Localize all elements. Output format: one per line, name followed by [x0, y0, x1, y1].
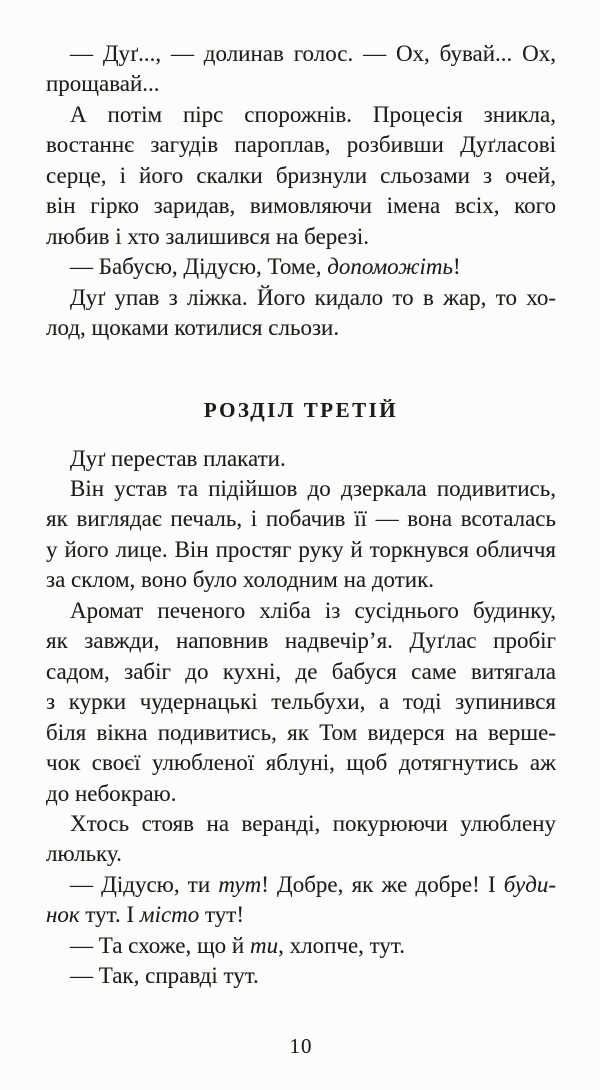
text-line — [46, 839, 556, 869]
paragraph — [46, 809, 556, 870]
text-line — [46, 191, 556, 221]
text-segment: любив і хто залишився на березі. — [46, 223, 369, 249]
text-line — [46, 961, 556, 991]
text-segment: у його лице. Він простяг руку й торкнувся обличчя — [46, 536, 556, 562]
text-line — [46, 444, 556, 474]
text-line — [46, 161, 556, 191]
chapter-heading: РОЗДІЛ ТРЕТІЙ — [203, 397, 399, 422]
text-segment: лод, щоками котилися сльози. — [46, 315, 340, 341]
text-line — [46, 504, 556, 534]
text-segment: — Бабусю, Дідусю, Томе, — [70, 254, 328, 280]
text-line — [46, 474, 556, 504]
text-segment: до небокраю. — [46, 780, 177, 806]
text-segment: за склом, воно було холодним на дотик. — [46, 567, 435, 593]
text-segment: з курки чудернацькі тельбухи, а тоді зупинився — [46, 689, 556, 715]
text-line — [46, 870, 556, 900]
page-number: 10 — [289, 1033, 313, 1058]
text-line — [46, 718, 556, 748]
text-line — [46, 130, 556, 160]
text-segment: Аромат печеного хліба із сусіднього будинку, — [70, 597, 556, 623]
paragraph — [46, 931, 556, 961]
paragraph — [46, 444, 556, 474]
italic-text: буди- — [503, 871, 556, 897]
paragraph — [46, 283, 556, 344]
text-segment: люльку. — [46, 841, 122, 867]
text-line — [46, 596, 556, 626]
text-segment: як виглядає печаль, і побачив її — вона всоталась — [46, 506, 556, 532]
text-segment: Дуґ упав з ліжка. Його кидало то в жар, то хо- — [70, 284, 556, 310]
text-segment: прощавай... — [46, 71, 160, 97]
text-line — [46, 565, 556, 595]
paragraph — [46, 100, 556, 252]
text-line — [46, 39, 556, 69]
text-segment: Він устав та підійшов до дзеркала подивитись, — [70, 475, 556, 501]
text-segment: — Дуґ..., — долинав голос. — Ох, бувай... Ох, — [70, 41, 556, 66]
text-line — [46, 779, 556, 809]
text-segment: серце, і його скалки бризнули сльозами з очей, — [46, 162, 556, 188]
text-segment: садом, забіг до кухні, де бабуся саме витягала — [46, 658, 556, 684]
paragraph — [46, 596, 556, 809]
text-line — [46, 535, 556, 565]
text-line — [46, 252, 556, 282]
text-block — [46, 39, 556, 992]
italic-text: місто — [139, 902, 200, 928]
text-segment: ! Добре, як же добре! І — [261, 871, 504, 897]
text-line — [46, 313, 556, 343]
text-line — [46, 809, 556, 839]
text-segment: як завжди, наповнив надвечір’я. Дуґлас пробіг — [46, 628, 556, 654]
paragraph — [46, 39, 556, 100]
italic-text: допоможіть — [327, 254, 453, 280]
italic-text: тут — [218, 871, 262, 897]
text-segment: — Так, справді тут. — [70, 963, 259, 989]
text-line — [46, 687, 556, 717]
paragraph — [46, 252, 556, 282]
text-line — [46, 626, 556, 656]
text-segment: — Дідусю, ти — [70, 871, 219, 897]
italic-text: ти — [249, 932, 279, 958]
text-segment: Дуґ перестав плакати. — [70, 445, 286, 471]
text-segment: А потім пірс спорожнів. Процесія зникла, — [70, 101, 556, 127]
text-segment: чок своєї улюбленої яблуні, щоб дотягнутись аж — [46, 750, 556, 776]
text-segment: він гірко заридав, вимовляючи імена всіх, кого — [46, 193, 556, 219]
paragraph — [46, 474, 556, 596]
text-line — [46, 222, 556, 252]
text-segment: біля вікна подивитись, як Том видерся на верше- — [46, 719, 556, 745]
italic-text: нок — [46, 902, 80, 928]
text-segment: тут. І — [79, 902, 140, 928]
text-line — [46, 657, 556, 687]
text-segment: тут! — [199, 902, 245, 928]
text-line — [46, 931, 556, 961]
paragraph — [46, 870, 556, 931]
text-line — [46, 100, 556, 130]
text-line — [46, 748, 556, 778]
paragraph — [46, 961, 556, 991]
text-segment: , хлопче, тут. — [278, 932, 405, 958]
text-line — [46, 283, 556, 313]
text-segment: востаннє загудів пароплав, розбивши Дуґласові — [46, 132, 556, 158]
text-line — [46, 900, 556, 930]
text-segment: — Та схоже, що й — [70, 932, 250, 958]
text-segment: Хтось стояв на веранді, покурюючи улюблену — [70, 810, 556, 836]
text-segment: ! — [452, 254, 461, 280]
text-line — [46, 69, 556, 99]
